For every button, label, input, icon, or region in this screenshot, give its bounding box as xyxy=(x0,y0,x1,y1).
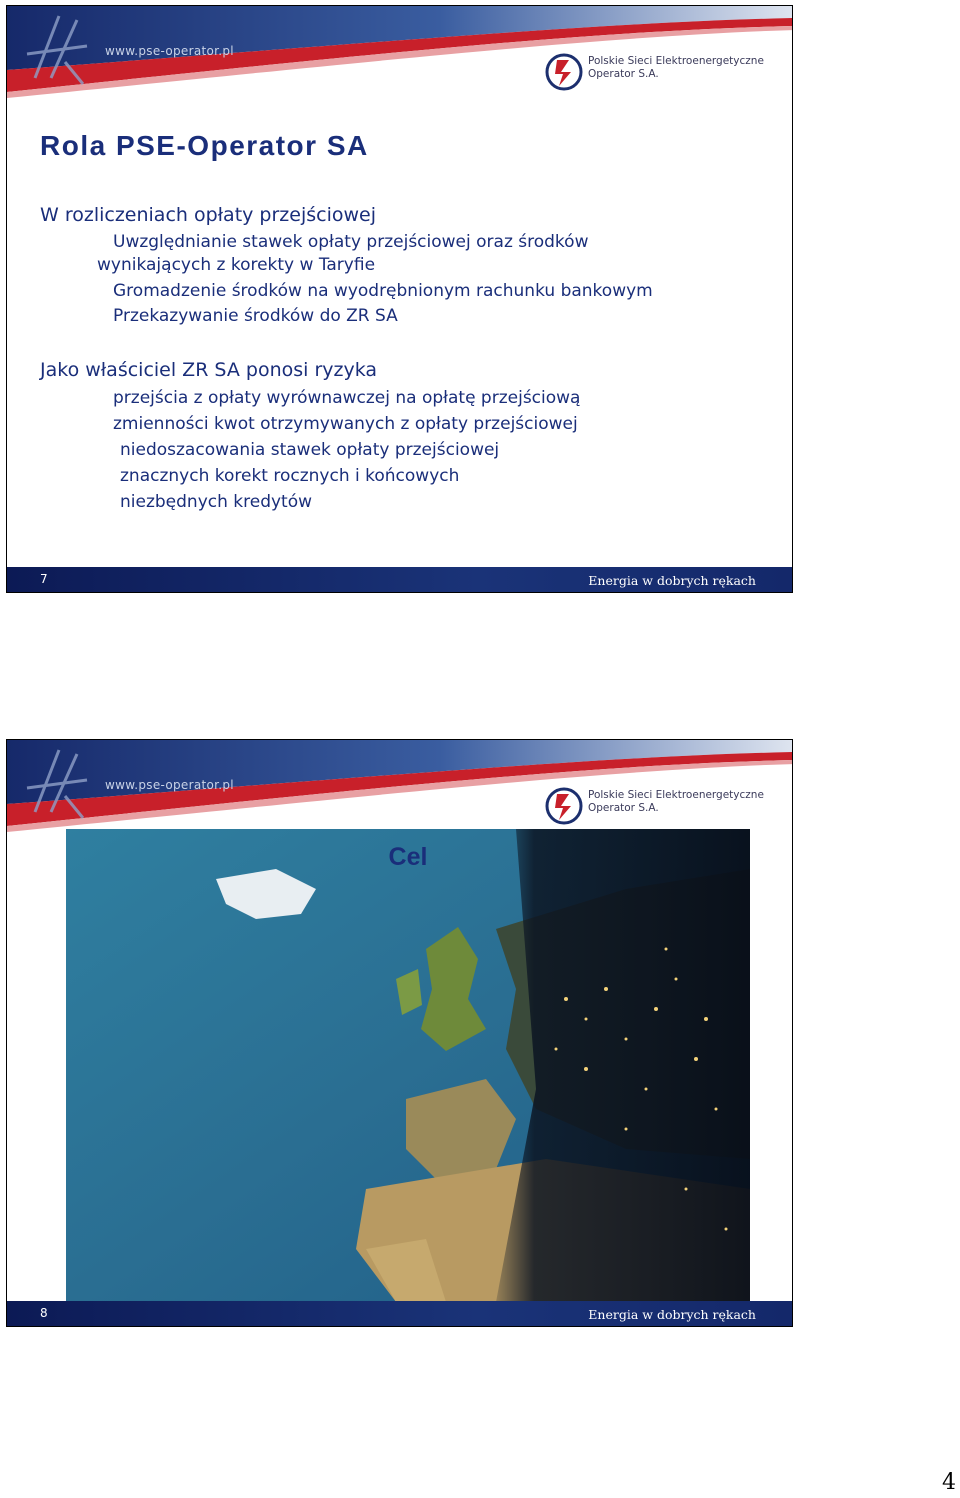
list-item: niezbędnych kredytów xyxy=(120,492,313,512)
list-item: przejścia z opłaty wyrównawczej na opłatę przejściową xyxy=(113,388,581,408)
slide-footer xyxy=(7,567,792,592)
footer-tagline: Energia w dobrych rękach xyxy=(588,573,756,588)
europe-satellite-image xyxy=(66,829,750,1302)
website-url: www.pse-operator.pl xyxy=(105,44,234,58)
list-item: zmienności kwot otrzymywanych z opłaty przejściowej xyxy=(113,414,578,434)
slide-header xyxy=(7,740,792,832)
section-heading-risks: Jako właściciel ZR SA ponosi ryzyka xyxy=(40,359,378,381)
slide-title: Cel xyxy=(388,843,428,871)
list-item: Przekazywanie środków do ZR SA xyxy=(113,306,398,326)
slide-number: 8 xyxy=(40,1306,48,1320)
slide-header xyxy=(7,6,792,98)
slide-title: Rola PSE-Operator SA xyxy=(40,130,369,161)
pse-logo-icon xyxy=(545,52,583,92)
company-name-line1: Polskie Sieci Elektroenergetyczne xyxy=(588,55,764,67)
list-item: znacznych korekt rocznych i końcowych xyxy=(120,466,460,486)
pse-logo-icon xyxy=(545,786,583,826)
earth-map-illustration xyxy=(66,829,750,1302)
company-name-line1: Polskie Sieci Elektroenergetyczne xyxy=(588,789,764,801)
company-name-line2: Operator S.A. xyxy=(588,802,659,814)
list-item: Uwzględnianie stawek opłaty przejściowej oraz środków xyxy=(113,232,589,252)
list-item: niedoszacowania stawek opłaty przejściowej xyxy=(120,440,500,460)
list-item: wynikających z korekty w Taryfie xyxy=(97,255,376,275)
footer-tagline: Energia w dobrych rękach xyxy=(588,1307,756,1322)
company-name-line2: Operator S.A. xyxy=(588,68,659,80)
section-heading-settlements: W rozliczeniach opłaty przejściowej xyxy=(40,204,377,226)
slide-number: 7 xyxy=(40,572,48,586)
company-name xyxy=(588,789,764,815)
website-url: www.pse-operator.pl xyxy=(105,778,234,792)
page-number: 4 xyxy=(942,1470,956,1495)
company-name xyxy=(588,55,764,81)
slide-footer xyxy=(7,1301,792,1326)
slide-8 xyxy=(6,739,793,1327)
slide-7 xyxy=(6,5,793,593)
list-item: Gromadzenie środków na wyodrębnionym rachunku bankowym xyxy=(113,281,653,301)
